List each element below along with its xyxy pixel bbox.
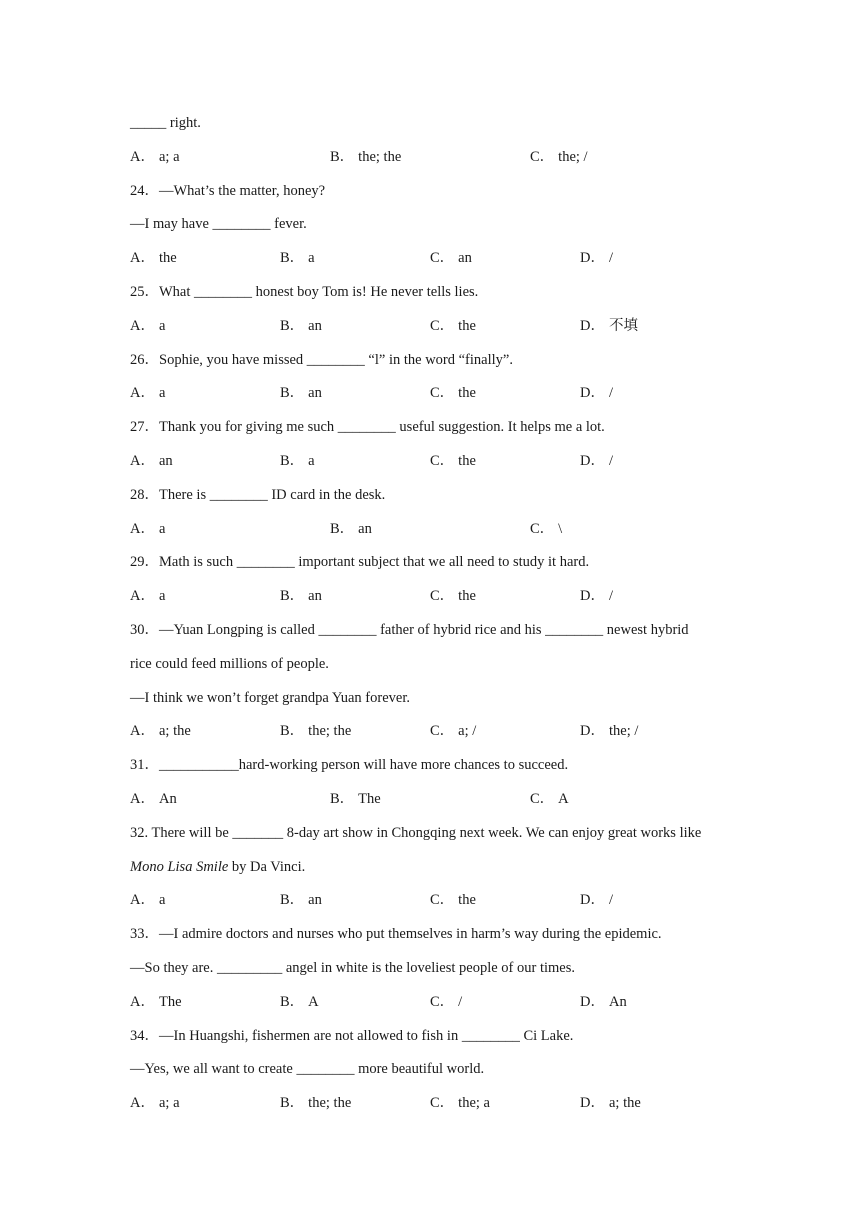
- answer-options: [130, 1093, 750, 1127]
- answer-options: [130, 992, 750, 1026]
- answer-option: [580, 721, 638, 741]
- option-letter: A．: [130, 892, 155, 909]
- option-letter: B．: [330, 520, 355, 537]
- option-letter: D．: [580, 1095, 605, 1112]
- answer-option: [130, 147, 180, 167]
- option-text: an: [458, 250, 472, 267]
- option-letter: C．: [430, 892, 455, 909]
- answer-options: [130, 890, 750, 924]
- option-letter: A．: [130, 993, 155, 1010]
- answer-option: [130, 721, 191, 741]
- option-letter: C．: [430, 723, 455, 740]
- question-text-line: 32. There will be _______ 8-day art show in Chongqing next week. We can enjoy great works like: [130, 824, 702, 841]
- answer-option: [430, 248, 472, 268]
- option-text: the: [458, 385, 476, 402]
- option-letter: D．: [580, 385, 605, 402]
- answer-option: [430, 721, 476, 741]
- option-text: the: [158, 250, 177, 267]
- answer-option: [130, 1093, 180, 1113]
- answer-option: [130, 519, 165, 539]
- option-text: The: [358, 790, 381, 807]
- answer-options: [130, 721, 750, 755]
- question-text-line: rice could feed millions of people.: [130, 655, 329, 672]
- option-text: A: [558, 790, 569, 807]
- option-letter: C．: [430, 588, 455, 605]
- question-item: [130, 823, 750, 924]
- question-text-line: 30．—Yuan Longping is called ________ father of hybrid rice and his ________ newest hybrid: [130, 621, 689, 638]
- option-letter: C．: [530, 520, 555, 537]
- option-text: An: [158, 790, 177, 807]
- option-text: /: [608, 385, 614, 402]
- artwork-title: Mono Lisa Smile: [130, 858, 229, 875]
- option-letter: D．: [580, 317, 605, 334]
- option-letter: D．: [580, 723, 605, 740]
- option-letter: A．: [130, 148, 155, 165]
- option-letter: B．: [330, 148, 355, 165]
- question-text-rest: by Da Vinci.: [228, 858, 306, 875]
- answer-option: [130, 383, 165, 403]
- option-text: The: [158, 993, 182, 1010]
- question-item: [130, 755, 750, 823]
- question-item: [130, 417, 750, 485]
- option-letter: D．: [580, 993, 605, 1010]
- option-letter: B．: [280, 317, 305, 334]
- option-letter: C．: [530, 148, 555, 165]
- option-text: /: [608, 250, 614, 267]
- option-letter: D．: [580, 250, 605, 267]
- option-text: an: [358, 520, 372, 537]
- option-text: an: [308, 892, 322, 909]
- answer-option: [430, 992, 462, 1012]
- option-text: A: [308, 993, 319, 1010]
- option-text: the; /: [558, 148, 588, 165]
- option-letter: C．: [430, 452, 455, 469]
- answer-option: [580, 316, 638, 336]
- question-text-line: [130, 857, 750, 891]
- answer-option: [330, 789, 381, 809]
- option-text: /: [608, 452, 614, 469]
- answer-option: [130, 316, 165, 336]
- option-letter: A．: [130, 588, 155, 605]
- answer-option: [580, 890, 613, 910]
- answer-options: [130, 316, 750, 350]
- option-letter: A．: [130, 250, 155, 267]
- option-text: /: [608, 892, 614, 909]
- answer-option: [280, 451, 315, 471]
- answer-option: [580, 383, 613, 403]
- option-text: a: [158, 520, 166, 537]
- answer-option: [130, 586, 165, 606]
- question-item: [130, 485, 750, 553]
- answer-option: [130, 789, 177, 809]
- option-text: a: [158, 385, 166, 402]
- question-text-line: 24．—What’s the matter, honey?: [130, 182, 326, 199]
- answer-option: [530, 789, 569, 809]
- option-letter: B．: [330, 790, 355, 807]
- option-text: \: [558, 520, 563, 537]
- option-letter: B．: [280, 250, 305, 267]
- option-text: the; the: [308, 1095, 352, 1112]
- option-text: /: [458, 993, 463, 1010]
- answer-options: [130, 248, 750, 282]
- answer-options: [130, 383, 750, 417]
- answer-option: [580, 1093, 641, 1113]
- question-text-line: _____ right.: [130, 115, 201, 131]
- question-item: [130, 350, 750, 418]
- option-letter: B．: [280, 723, 305, 740]
- option-letter: B．: [280, 588, 305, 605]
- answer-option: [580, 586, 613, 606]
- answer-option: [130, 451, 173, 471]
- option-text: a: [158, 317, 166, 334]
- answer-option: [430, 383, 476, 403]
- question-text-line: 28．There is ________ ID card in the desk.: [130, 486, 386, 503]
- option-letter: A．: [130, 790, 155, 807]
- question-text-line: 33．—I admire doctors and nurses who put themselves in harm’s way during the epidemic.: [130, 926, 662, 943]
- answer-option: [280, 586, 322, 606]
- question-text-line: 29．Math is such ________ important subject that we all need to study it hard.: [130, 554, 590, 571]
- question-item: [130, 282, 750, 350]
- question-text-line: —Yes, we all want to create ________ more beautiful world.: [130, 1061, 485, 1078]
- answer-option: [530, 147, 588, 167]
- answer-option: [130, 992, 182, 1012]
- option-text: the: [458, 588, 476, 605]
- answer-option: [130, 890, 165, 910]
- option-letter: C．: [530, 790, 555, 807]
- answer-option: [280, 316, 322, 336]
- answer-option: [280, 1093, 351, 1113]
- option-letter: A．: [130, 1095, 155, 1112]
- answer-option: [430, 586, 476, 606]
- option-text: a; /: [458, 723, 477, 740]
- option-text: the; the: [308, 723, 352, 740]
- answer-option: [580, 992, 627, 1012]
- option-text: the; /: [608, 723, 639, 740]
- answer-option: [280, 992, 319, 1012]
- option-text: a; the: [608, 1095, 641, 1112]
- question-text-line: 27．Thank you for giving me such ________ useful suggestion. It helps me a lot.: [130, 419, 605, 436]
- option-text: An: [608, 993, 627, 1010]
- question-text-line: 26．Sophie, you have missed ________ “l” in the word “finally”.: [130, 351, 513, 368]
- answer-option: [330, 519, 372, 539]
- option-letter: D．: [580, 892, 605, 909]
- question-text-line: —I may have ________ fever.: [130, 216, 307, 233]
- option-text: /: [608, 588, 614, 605]
- answer-options: [130, 586, 750, 620]
- answer-option: [130, 248, 177, 268]
- question-text-line: —So they are. _________ angel in white is the loveliest people of our times.: [130, 959, 575, 976]
- option-letter: B．: [280, 892, 305, 909]
- answer-option: [280, 248, 315, 268]
- option-letter: A．: [130, 385, 155, 402]
- option-text: the: [458, 317, 476, 334]
- question-item: [130, 181, 750, 282]
- question-item: [130, 113, 750, 181]
- option-letter: A．: [130, 317, 155, 334]
- question-item: [130, 924, 750, 1025]
- option-letter: B．: [280, 1095, 305, 1112]
- answer-option: [580, 451, 613, 471]
- answer-option: [430, 890, 476, 910]
- option-letter: A．: [130, 520, 155, 537]
- option-letter: B．: [280, 385, 305, 402]
- option-letter: C．: [430, 1095, 455, 1112]
- answer-option: [530, 519, 562, 539]
- answer-option: [430, 451, 476, 471]
- question-item: [130, 620, 750, 755]
- question-item: [130, 552, 750, 620]
- option-text: a; a: [158, 1095, 180, 1112]
- answer-options: [130, 147, 750, 181]
- option-text: an: [158, 452, 173, 469]
- option-letter: C．: [430, 317, 455, 334]
- answer-options: [130, 451, 750, 485]
- option-letter: C．: [430, 993, 455, 1010]
- option-text: a: [308, 250, 315, 267]
- option-text: a: [158, 588, 166, 605]
- option-letter: D．: [580, 588, 605, 605]
- question-text-line: 25．What ________ honest boy Tom is! He never tells lies.: [130, 283, 479, 300]
- option-text: an: [308, 317, 322, 334]
- option-letter: A．: [130, 723, 155, 740]
- option-text: a; the: [158, 723, 191, 740]
- option-letter: D．: [580, 452, 605, 469]
- option-text: the: [458, 892, 476, 909]
- option-text: the; a: [458, 1095, 490, 1112]
- answer-options: [130, 789, 750, 823]
- answer-options: [130, 519, 750, 553]
- answer-option: [280, 890, 322, 910]
- answer-option: [280, 383, 322, 403]
- document-body: [130, 113, 750, 1127]
- answer-option: [280, 721, 351, 741]
- option-letter: B．: [280, 993, 305, 1010]
- answer-option: [430, 1093, 490, 1113]
- option-letter: C．: [430, 385, 455, 402]
- question-text-line: 31．___________hard-working person will have more chances to succeed.: [130, 757, 569, 774]
- answer-option: [330, 147, 401, 167]
- option-text: a: [308, 452, 315, 469]
- option-text: an: [308, 588, 322, 605]
- question-item: [130, 1026, 750, 1127]
- option-text: a: [158, 892, 166, 909]
- option-text: a; a: [158, 148, 180, 165]
- option-letter: A．: [130, 452, 155, 469]
- question-text-line: 34．—In Huangshi, fishermen are not allowed to fish in ________ Ci Lake.: [130, 1027, 574, 1044]
- question-text-line: —I think we won’t forget grandpa Yuan forever.: [130, 689, 410, 706]
- option-text: the; the: [358, 148, 402, 165]
- answer-option: [580, 248, 613, 268]
- option-text: 不填: [608, 317, 638, 334]
- option-text: an: [308, 385, 322, 402]
- option-letter: C．: [430, 250, 455, 267]
- answer-option: [430, 316, 476, 336]
- option-text: the: [458, 452, 476, 469]
- option-letter: B．: [280, 452, 305, 469]
